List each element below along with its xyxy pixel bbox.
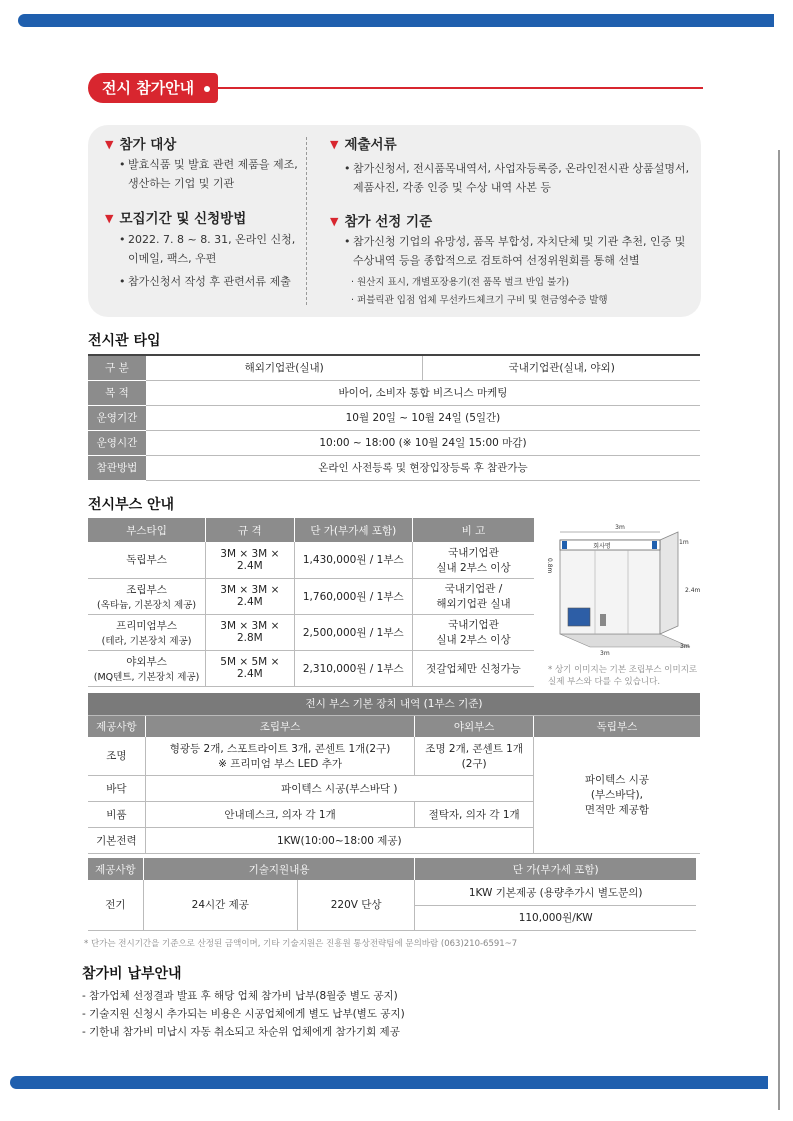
top-decor-bar bbox=[18, 14, 774, 27]
booth-type bbox=[88, 614, 206, 650]
recruit-bullet-2: • 참가신청서 작성 후 관련서류 제출 bbox=[119, 275, 291, 288]
badge-dot-icon bbox=[204, 86, 210, 92]
selection-bullet: • 참가신청 기업의 유망성, 품목 부합성, 자치단체 및 기관 추천, 인증 및 수상내역 등을 종합적으로 검토하여 선정위원회를 통해 선별 bbox=[344, 235, 686, 267]
item-label: 전기 bbox=[88, 880, 143, 930]
table-title-row bbox=[88, 693, 700, 715]
column-header: 단 가(부가세 포함) bbox=[415, 858, 696, 880]
independent-cell bbox=[533, 737, 700, 853]
dim-bottom-right: 3m bbox=[680, 643, 690, 650]
selection-heading: ▼ 참가 선정 기준 bbox=[330, 214, 433, 230]
cell-line: 조명 2개, 콘센트 1개 bbox=[425, 742, 524, 755]
bottom-decor-bar bbox=[10, 1076, 768, 1089]
column-header: 제공사항 bbox=[88, 715, 145, 737]
booths-table bbox=[88, 518, 534, 687]
row-label: 운영시간 bbox=[88, 430, 146, 455]
dim-top: 3m bbox=[615, 524, 625, 531]
table-row bbox=[88, 880, 696, 905]
cell: 1KW 기본제공 (용량추가시 별도문의) bbox=[415, 880, 696, 905]
recruit-heading: ▼ 모집기간 및 신청방법 bbox=[105, 211, 247, 227]
cell-line: 파이텍스 시공 bbox=[584, 774, 650, 787]
cell: 10월 20일 ~ 10월 24일 (5일간) bbox=[146, 405, 700, 430]
documents-bullet: • 참가신청서, 전시품목내역서, 사업자등록증, 온라인전시관 상품설명서, 제품사진, 각종 인증 및 수상 내역 사본 등 bbox=[344, 162, 690, 194]
cell bbox=[415, 737, 533, 775]
column-header: 비 고 bbox=[412, 518, 534, 542]
recruit-bullet-1: • 2022. 7. 8 ~ 8. 31, 온라인 신청, 이메일, 팩스, 우편 bbox=[119, 233, 296, 265]
cell: 온라인 사전등록 및 현장입장등록 후 참관가능 bbox=[146, 455, 700, 480]
column-header: 단 가(부가세 포함) bbox=[294, 518, 412, 542]
cell bbox=[145, 737, 415, 775]
tech-table bbox=[88, 858, 696, 931]
target-bullet: • 발효식품 및 발효 관련 제품을 제조, 생산하는 기업 및 기관 bbox=[119, 158, 298, 190]
item-label: 조명 bbox=[88, 737, 145, 775]
cell: 220V 단상 bbox=[297, 880, 414, 930]
item-label: 비품 bbox=[88, 801, 145, 827]
payment-line: - 기술지원 신청시 추가되는 비용은 시공업체에게 별도 납부(별도 공지) bbox=[82, 1008, 405, 1020]
cell: 24시간 제공 bbox=[143, 880, 297, 930]
triangle-bullet-icon: ▼ bbox=[330, 138, 339, 151]
item-label: 기본전력 bbox=[88, 827, 145, 853]
table-row bbox=[88, 455, 700, 480]
triangle-bullet-icon: ▼ bbox=[330, 215, 339, 228]
row-label: 목 적 bbox=[88, 380, 146, 405]
cell: 안내데스크, 의자 각 1개 bbox=[145, 801, 415, 827]
booth-price: 2,310,000원 / 1부스 bbox=[294, 650, 412, 686]
triangle-bullet-icon: ▼ bbox=[105, 212, 114, 225]
booth-note: 젓갈업체만 신청가능 bbox=[412, 650, 534, 686]
column-header: 조립부스 bbox=[145, 715, 415, 737]
target-heading: ▼ 참가 대상 bbox=[105, 137, 177, 153]
cell-line: 면적만 제공함 bbox=[584, 804, 650, 817]
fascia-logo-left bbox=[562, 541, 567, 549]
booth-size: 3M × 3M × 2.4M bbox=[206, 542, 294, 578]
booth-type-sub: (MQ텐트, 기본장치 제공) bbox=[93, 671, 200, 683]
column-header: 독립부스 bbox=[533, 715, 700, 737]
chair bbox=[600, 614, 606, 626]
cell-line: ※ 프리미엄 부스 LED 추가 bbox=[218, 757, 342, 770]
booth-size: 3M × 3M × 2.4M bbox=[206, 578, 294, 614]
column-header: 야외부스 bbox=[415, 715, 533, 737]
hall-types-table bbox=[88, 354, 700, 481]
booths-title: 전시부스 안내 bbox=[88, 497, 175, 513]
booth-type-name: 조립부스 bbox=[126, 583, 167, 596]
column-header: 규 격 bbox=[206, 518, 294, 542]
cell-line: 형광등 2개, 스포트라이트 3개, 콘센트 1개(2구) bbox=[169, 742, 391, 755]
booth-side-wall bbox=[660, 532, 678, 634]
table-row bbox=[88, 650, 534, 686]
booth-type bbox=[88, 578, 206, 614]
booth-note bbox=[412, 578, 534, 614]
booth-floor bbox=[560, 634, 690, 647]
fascia-company-name: 회사명 bbox=[593, 543, 611, 550]
dim-height: 2.4m bbox=[685, 587, 700, 594]
equipment-title: 전시 부스 기본 장치 내역 (1부스 기준) bbox=[88, 693, 700, 715]
booth-type-sub: (옥타늄, 기본장치 제공) bbox=[97, 599, 197, 611]
table-header-row bbox=[88, 518, 534, 542]
dim-side: 0.8m bbox=[546, 558, 553, 574]
booth-price: 1,760,000원 / 1부스 bbox=[294, 578, 412, 614]
booth-type-name: 프리미엄부스 bbox=[116, 619, 177, 632]
booth-type-sub: (테라, 기본장치 제공) bbox=[101, 635, 192, 647]
booth-type-name: 독립부스 bbox=[126, 554, 167, 567]
cell-line: (2구) bbox=[461, 757, 487, 770]
booth-size: 3M × 3M × 2.8M bbox=[206, 614, 294, 650]
booth-note-line: 실내 2부스 이상 bbox=[436, 634, 511, 646]
booth-type bbox=[88, 542, 206, 578]
item-label: 바닥 bbox=[88, 775, 145, 801]
column-header: 부스타입 bbox=[88, 518, 206, 542]
booth-note-line: 국내기업관 bbox=[448, 546, 499, 559]
row-label: 구 분 bbox=[88, 355, 146, 380]
info-desk bbox=[568, 608, 590, 626]
cell-line: (부스바닥), bbox=[590, 789, 643, 802]
booth-price: 1,430,000원 / 1부스 bbox=[294, 542, 412, 578]
selection-note-2: · 퍼블릭관 입점 업체 무선카드체크기 구비 및 현금영수증 발행 bbox=[351, 295, 608, 306]
booth-size: 5M × 5M × 2.4M bbox=[206, 650, 294, 686]
booth-note bbox=[412, 614, 534, 650]
column-header: 제공사항 bbox=[88, 858, 143, 880]
booth-type bbox=[88, 650, 206, 686]
booth-note-line: 해외기업관 실내 bbox=[436, 598, 511, 610]
cell: 절탁자, 의자 각 1개 bbox=[415, 801, 533, 827]
row-label: 참관방법 bbox=[88, 455, 146, 480]
cell: 바이어, 소비자 통합 비즈니스 마케팅 bbox=[146, 380, 700, 405]
cell: 해외기업관(실내) bbox=[146, 355, 423, 380]
cell: 1KW(10:00~18:00 제공) bbox=[145, 827, 533, 853]
table-row bbox=[88, 542, 534, 578]
payment-line: - 기한내 참가비 미납시 자동 취소되고 차순위 업체에게 참가기회 제공 bbox=[82, 1026, 400, 1038]
section-rule bbox=[218, 87, 703, 89]
table-row bbox=[88, 737, 700, 775]
table-header-row bbox=[88, 715, 700, 737]
table-header-row bbox=[88, 858, 696, 880]
payment-title: 참가비 납부안내 bbox=[82, 966, 182, 982]
table-row bbox=[88, 614, 534, 650]
column-header: 기술지원내용 bbox=[143, 858, 415, 880]
selection-note-1: · 원산지 표시, 개별포장용기(전 품목 벌크 반입 불가) bbox=[351, 277, 570, 288]
section-badge: 전시 참가안내 bbox=[88, 73, 218, 103]
booth-note bbox=[412, 542, 534, 578]
table-row bbox=[88, 355, 700, 380]
cell: 110,000원/KW bbox=[415, 905, 696, 930]
equipment-table bbox=[88, 693, 700, 854]
cell: 파이텍스 시공(부스바닥 ) bbox=[145, 775, 533, 801]
triangle-bullet-icon: ▼ bbox=[105, 138, 114, 151]
booth-illustration bbox=[540, 522, 700, 657]
booth-note-line: 국내기업관 / bbox=[444, 583, 503, 595]
dim-right: 1m bbox=[679, 539, 689, 546]
row-label: 운영기간 bbox=[88, 405, 146, 430]
tech-footnote: * 단가는 전시기간을 기준으로 산정된 금액이며, 기타 기술지원은 진흥원 통상전략팀에 문의바람 (063)210-6591~7 bbox=[84, 939, 518, 949]
booth-note-line: 실내 2부스 이상 bbox=[436, 561, 511, 574]
cell: 10:00 ~ 18:00 (※ 10월 24일 15:00 마감) bbox=[146, 430, 700, 455]
table-row bbox=[88, 430, 700, 455]
booth-type-name: 야외부스 bbox=[126, 655, 167, 668]
documents-heading: ▼ 제출서류 bbox=[330, 137, 397, 153]
page-edge-line bbox=[778, 150, 780, 1110]
booth-note-line: 국내기업관 bbox=[448, 619, 499, 631]
fascia-logo-right bbox=[652, 541, 657, 549]
table-row bbox=[88, 380, 700, 405]
illustration-note: * 상기 이미지는 기본 조립부스 이미지로 실제 부스와 다를 수 있습니다. bbox=[548, 665, 698, 687]
booth-price: 2,500,000원 / 1부스 bbox=[294, 614, 412, 650]
hall-types-title: 전시관 타입 bbox=[88, 333, 161, 349]
payment-line: - 참가업체 선정결과 발표 후 해당 업체 참가비 납부(8월중 별도 공지) bbox=[82, 990, 398, 1002]
cell: 국내기업관(실내, 야외) bbox=[423, 355, 700, 380]
table-row bbox=[88, 578, 534, 614]
table-row bbox=[88, 405, 700, 430]
dim-bottom: 3m bbox=[600, 650, 610, 657]
